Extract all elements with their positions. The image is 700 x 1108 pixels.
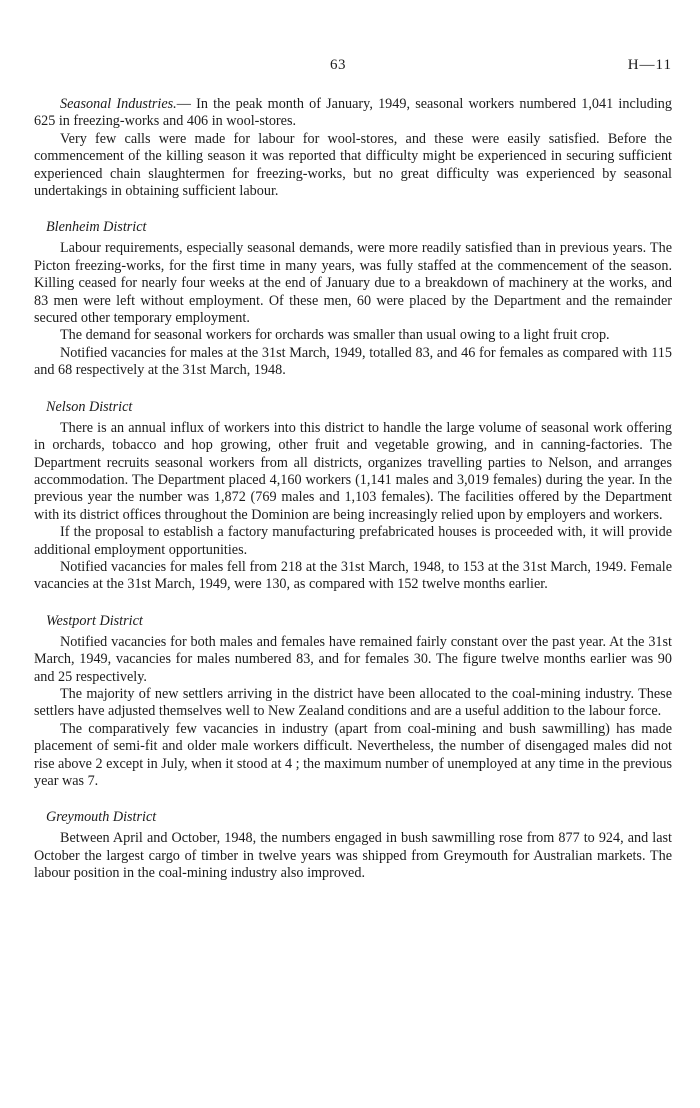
section-westport-district <box>34 612 672 791</box>
page-number: 63 <box>330 57 346 73</box>
paragraph: The demand for seasonal workers for orchards was smaller than usual owing to a light fruit crop. <box>60 327 610 344</box>
section-seasonal-industries <box>34 96 672 200</box>
section-blenheim-district <box>34 218 672 379</box>
section-nelson-district <box>34 398 672 594</box>
paragraph-text: — In the peak month of January, 1949, seasonal workers numbered 1,041 including 625 in freezing-works and 406 in wool-stores. <box>34 96 672 130</box>
section-heading: Nelson District <box>46 398 133 415</box>
paragraph: The majority of new settlers arriving in the district have been allocated to the coal-mining industry. These settlers have adjusted themselves well to New Zealand conditions and are a useful addition to the labour force. <box>34 685 672 720</box>
document-body <box>34 96 672 883</box>
paragraph: Labour requirements, especially seasonal demands, were more readily satisfied than in previous years. The Picton freezing-works, for the first time in many years, was fully staffed at the commencement of the season. Killing ceased for nearly four weeks at the end of January due to a breakdown of machinery at the works, and 83 men were left without employment. Of these men, 60 were placed by the Department and the remainder secured other temporary employment. <box>34 240 672 327</box>
section-lead-paragraph <box>34 96 672 131</box>
section-heading: Westport District <box>46 612 143 629</box>
section-heading: Greymouth District <box>46 809 157 826</box>
paragraph: The comparatively few vacancies in industry (apart from coal-mining and bush sawmilling) has made placement of semi-fit and older male workers difficult. Nevertheless, the number of disengaged males did not rise above 2 except in July, when it stood at 4 ; the maximum number of unemployed at any time in the previous year was 7. <box>34 720 672 789</box>
page-code: H—11 <box>627 57 672 73</box>
section-heading: Blenheim District <box>46 219 147 236</box>
paragraph: There is an annual influx of workers into this district to handle the large volume of seasonal work offering in orchards, tobacco and hop growing, other fruit and vegetable growing, and in canning-factories. The Department recruits seasonal workers from all districts, organizes travelling parties to Nelson, and arranges accommodation. The Department placed 4,160 workers (1,141 males and 3,019 females) during the year. In the previous year the number was 1,872 (769 males and 1,103 females). The facilities offered by the Department with its district offices throughout the Dominion are being increasingly relied upon by employers and workers. <box>34 419 672 523</box>
section-heading: Seasonal Industries. <box>60 96 177 112</box>
paragraph: Between April and October, 1948, the numbers engaged in bush sawmilling rose from 877 to 924, and last October the largest cargo of timber in twelve years was shipped from Greymouth for Australian markets. The labour position in the coal-mining industry also improved. <box>34 830 672 882</box>
paragraph: Notified vacancies for males at the 31st March, 1949, totalled 83, and 46 for females as compared with 115 and 68 respectively at the 31st March, 1948. <box>34 344 672 379</box>
paragraph: Notified vacancies for both males and females have remained fairly constant over the past year. At the 31st March, 1949, vacancies for males numbered 83, and for females 30. The figure twelve months earlier was 90 and 25 respectively. <box>34 633 672 685</box>
paragraph: Notified vacancies for males fell from 218 at the 31st March, 1948, to 153 at the 31st March, 1949. Female vacancies at the 31st March, 1949, were 130, as compared with 152 twelve months earlier. <box>34 558 672 593</box>
paragraph: Very few calls were made for labour for wool-stores, and these were easily satisfied. Before the commencement of the killing season it was reported that difficulty might be experienced in securing sufficient experienced chain slaughtermen for freezing-works, but no great difficulty was experienced by seasonal undertakings in obtaining sufficient labour. <box>34 130 672 200</box>
section-greymouth-district <box>34 808 672 882</box>
paragraph: If the proposal to establish a factory manufacturing prefabricated houses is proceeded with, it will provide additional employment opportunities. <box>34 524 672 558</box>
